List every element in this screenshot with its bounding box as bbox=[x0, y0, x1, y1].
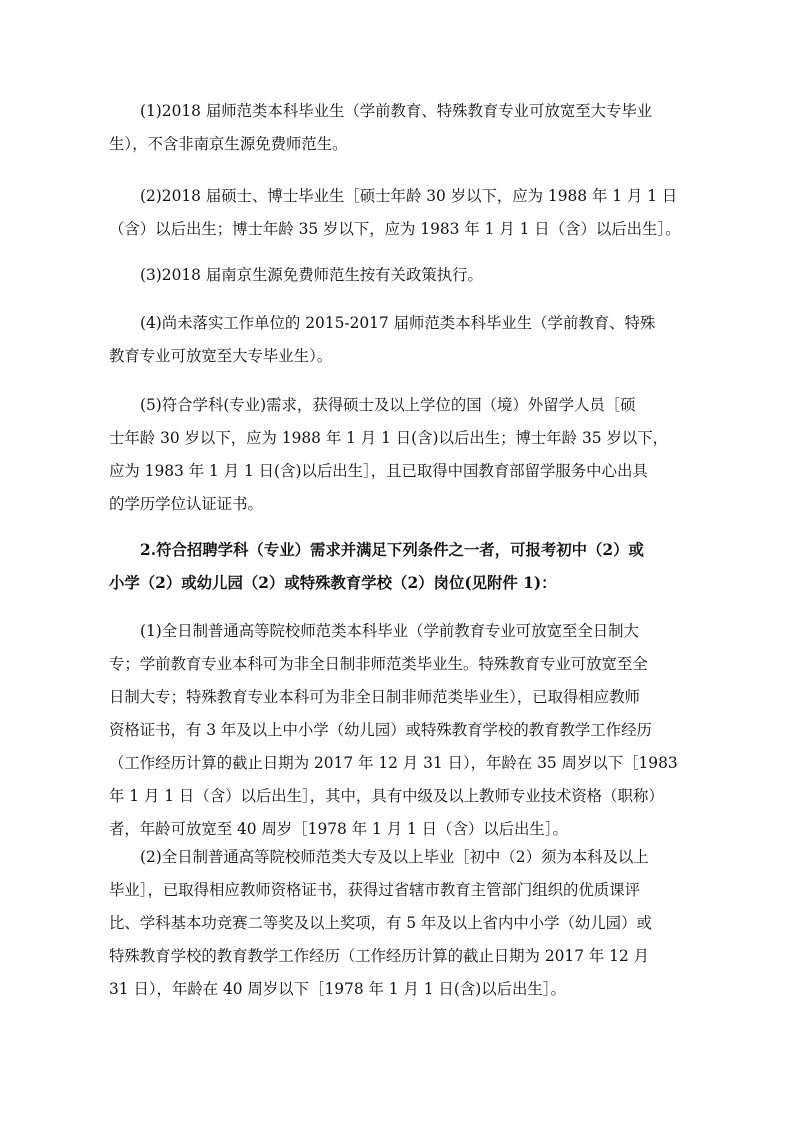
paragraph-line: 者，年龄可放宽至 40 周岁［1978 年 1 月 1 日（含）以后出生］。 bbox=[109, 820, 568, 838]
heading-line: 小学（2）或幼儿园（2）或特殊教育学校（2）岗位(见附件 1)： bbox=[109, 574, 557, 592]
paragraph-line: 毕业］，已取得相应教师资格证书，获得过省辖市教育主管部门组织的优质课评 bbox=[109, 881, 640, 899]
paragraph-line: 专；学前教育专业本科可为非全日制非师范类毕业生。特殊教育专业可放宽至全 bbox=[109, 655, 648, 673]
paragraph-line: （工作经历计算的截止日期为 2017 年 12 月 31 日），年龄在 35 周岁以下［1983 bbox=[109, 754, 678, 772]
paragraph-line: (3)2018 届南京生源免费师范生按有关政策执行。 bbox=[140, 266, 483, 284]
paragraph-line: (2)2018 届硕士、博士毕业生［硕士年龄 30 岁以下，应为 1988 年 1 月 1 日 bbox=[140, 187, 678, 205]
paragraph-4 bbox=[109, 307, 689, 373]
paragraph-line: 比、学科基本功竞赛二等奖及以上奖项，有 5 年及以上省内中小学（幼儿园）或 bbox=[109, 914, 652, 932]
paragraph-2 bbox=[109, 180, 689, 246]
paragraph-line: 特殊教育学校的教育教学工作经历（工作经历计算的截止日期为 2017 年 12 月 bbox=[109, 947, 650, 965]
paragraph-7 bbox=[109, 841, 689, 1006]
paragraph-line: (2)全日制普通高等院校师范类大专及以上毕业［初中（2）须为本科及以上 bbox=[140, 848, 649, 866]
paragraph-line: 生），不含非南京生源免费师范生。 bbox=[109, 135, 348, 153]
paragraph-line: 的学历学位认证证书。 bbox=[109, 495, 263, 513]
paragraph-line: 资格证书，有 3 年及以上中小学（幼儿园）或特殊教育学校的教育教学工作经历 bbox=[109, 721, 652, 739]
paragraph-3 bbox=[109, 259, 689, 292]
paragraph-line: (1)2018 届师范类本科毕业生（学前教育、特殊教育专业可放宽至大专毕业 bbox=[140, 102, 653, 120]
paragraph-line: 教育专业可放宽至大专毕业生）。 bbox=[109, 347, 333, 365]
paragraph-line: 应为 1983 年 1 月 1 日(含)以后出生］，且已取得中国教育部留学服务中心出具 bbox=[109, 462, 648, 480]
paragraph-line: (5)符合学科(专业)需求，获得硕士及以上学位的国（境）外留学人员［硕 bbox=[140, 396, 636, 414]
paragraph-line: 31 日），年龄在 40 周岁以下［1978 年 1 月 1 日(含)以后出生］。 bbox=[109, 980, 566, 998]
paragraph-6 bbox=[109, 615, 689, 846]
paragraph-line: 年 1 月 1 日（含）以后出生］，其中，具有中级及以上教师专业技术资格（职称） bbox=[109, 787, 664, 805]
paragraph-1 bbox=[109, 95, 689, 161]
paragraph-line: (1)全日制普通高等院校师范类本科毕业（学前教育专业可放宽至全日制大 bbox=[140, 622, 639, 640]
heading-line: 2.符合招聘学科（专业）需求并满足下列条件之一者，可报考初中（2）或 bbox=[140, 541, 644, 559]
paragraph-line: （含）以后出生；博士年龄 35 岁以下，应为 1983 年 1 月 1 日（含）以后出生］。 bbox=[109, 220, 681, 238]
paragraph-line: (4)尚未落实工作单位的 2015-2017 届师范类本科毕业生（学前教育、特殊 bbox=[140, 314, 656, 332]
paragraph-line: 日制大专；特殊教育专业本科可为非全日制非师范类毕业生），已取得相应教师 bbox=[109, 688, 640, 706]
section-2-heading bbox=[109, 534, 689, 600]
paragraph-line: 士年龄 30 岁以下，应为 1988 年 1 月 1 日(含)以后出生；博士年龄 35 岁以下， bbox=[109, 429, 669, 447]
paragraph-5 bbox=[109, 389, 689, 521]
